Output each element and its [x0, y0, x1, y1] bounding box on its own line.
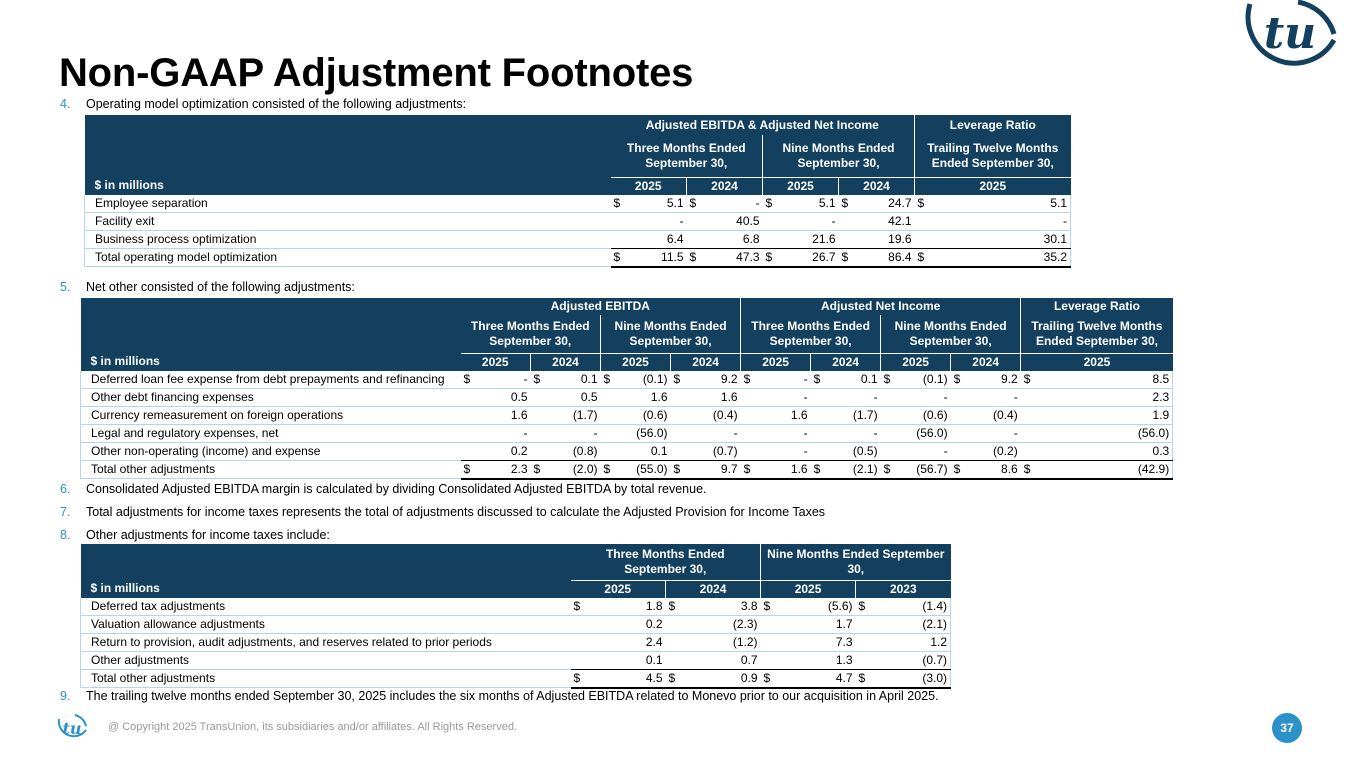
currency-sign: $	[1021, 460, 1037, 479]
table-cell: (0.4)	[687, 406, 741, 424]
currency-sign: $	[763, 195, 781, 213]
currency-sign	[856, 633, 874, 651]
table-header-label: $ in millions	[81, 298, 461, 371]
currency-sign: $	[1021, 371, 1037, 389]
column-group-header: Adjusted Net Income	[741, 298, 1021, 315]
table-cell: (0.1)	[897, 371, 951, 389]
column-group-header: Adjusted EBITDA	[461, 298, 741, 315]
currency-sign: $	[951, 371, 967, 389]
year-header: 2023	[856, 580, 951, 598]
table-cell: (0.5)	[827, 442, 881, 460]
currency-sign	[761, 633, 779, 651]
currency-sign: $	[839, 248, 857, 267]
table-cell: 24.7	[857, 195, 915, 213]
table-cell: 0.1	[547, 371, 601, 389]
page-title: Non-GAAP Adjustment Footnotes	[59, 51, 694, 95]
copyright-text: @ Copyright 2025 TransUnion, its subsidiaries and/or affiliates. All Rights Reserved.	[108, 721, 517, 733]
year-header: 2025	[881, 353, 951, 371]
table-row	[81, 442, 1173, 460]
table-cell: -	[547, 424, 601, 442]
currency-sign: $	[881, 460, 897, 479]
footnote-number: 7.	[60, 505, 71, 519]
table-cell: 86.4	[857, 248, 915, 267]
currency-sign: $	[856, 669, 874, 688]
footnote-number: 8.	[60, 528, 71, 542]
footnote-9	[60, 688, 939, 704]
table-cell: 1.9	[1037, 406, 1173, 424]
footnote-number: 9.	[60, 689, 71, 703]
row-label: Legal and regulatory expenses, net	[81, 424, 461, 442]
currency-sign: $	[761, 598, 779, 616]
table-cell: 0.1	[827, 371, 881, 389]
row-label: Other non-operating (income) and expense	[81, 442, 461, 460]
table-cell: 4.5	[589, 669, 666, 688]
currency-sign	[571, 651, 589, 669]
table-cell: (0.8)	[547, 442, 601, 460]
table-cell: 0.7	[684, 651, 761, 669]
year-header: 2024	[687, 177, 763, 195]
currency-sign: $	[671, 371, 687, 389]
table-cell: -	[897, 388, 951, 406]
year-header: 2024	[951, 353, 1021, 371]
year-header: 2025	[741, 353, 811, 371]
currency-sign	[761, 651, 779, 669]
row-label: Valuation allowance adjustments	[81, 615, 571, 633]
currency-sign	[1021, 406, 1037, 424]
table-row	[81, 669, 951, 688]
year-header: 2024	[666, 580, 761, 598]
table-cell: -	[967, 424, 1021, 442]
currency-sign	[666, 651, 684, 669]
row-label: Total other adjustments	[81, 669, 571, 688]
table-cell: (1.4)	[874, 598, 951, 616]
currency-sign	[839, 212, 857, 230]
table-cell: (56.7)	[897, 460, 951, 479]
currency-sign	[761, 615, 779, 633]
year-header: 2025	[1021, 353, 1173, 371]
currency-sign	[571, 615, 589, 633]
row-label: Other adjustments	[81, 651, 571, 669]
currency-sign	[671, 406, 687, 424]
currency-sign: $	[811, 371, 827, 389]
currency-sign	[741, 388, 757, 406]
table-cell: 2.3	[1037, 388, 1173, 406]
table-cell: (0.6)	[617, 406, 671, 424]
table-cell: 26.7	[781, 248, 839, 267]
table-cell: (2.1)	[827, 460, 881, 479]
column-group-header: Leverage Ratio	[1021, 298, 1173, 315]
table-cell: -	[933, 212, 1071, 230]
footnote-8	[60, 527, 330, 543]
currency-sign	[811, 388, 827, 406]
table-cell: (42.9)	[1037, 460, 1173, 479]
year-header: 2024	[811, 353, 881, 371]
currency-sign	[461, 424, 477, 442]
footnote-text: Other adjustments for income taxes include:	[86, 528, 330, 542]
row-label: Other debt financing expenses	[81, 388, 461, 406]
currency-sign	[531, 424, 547, 442]
footnote-number: 6.	[60, 482, 71, 496]
currency-sign	[915, 212, 933, 230]
currency-sign: $	[915, 195, 933, 213]
column-subheader: Three Months Ended September 30,	[611, 135, 763, 177]
table-cell: 1.6	[477, 406, 531, 424]
table-cell: 1.2	[874, 633, 951, 651]
row-label: Total operating model optimization	[85, 248, 611, 267]
table-cell: 8.5	[1037, 371, 1173, 389]
table-cell: 0.5	[477, 388, 531, 406]
table-cell: -	[687, 424, 741, 442]
table-cell: (55.0)	[617, 460, 671, 479]
currency-sign: $	[687, 248, 705, 267]
table-cell: 9.2	[967, 371, 1021, 389]
table-cell: -	[477, 371, 531, 389]
table-cell: 8.6	[967, 460, 1021, 479]
currency-sign: $	[951, 460, 967, 479]
currency-sign: $	[687, 195, 705, 213]
currency-sign	[1021, 442, 1037, 460]
table-row	[81, 598, 951, 616]
year-header: 2024	[671, 353, 741, 371]
table-cell: (0.6)	[897, 406, 951, 424]
table-row	[85, 195, 1071, 213]
currency-sign	[951, 406, 967, 424]
column-subheader: Nine Months Ended September 30,	[601, 315, 741, 353]
table-cell: 1.8	[589, 598, 666, 616]
operating-model-optimization-table	[84, 115, 1071, 268]
table-cell: 47.3	[705, 248, 763, 267]
table-cell: -	[781, 212, 839, 230]
table-cell: 5.1	[933, 195, 1071, 213]
table-cell: (0.4)	[967, 406, 1021, 424]
table-row	[85, 212, 1071, 230]
currency-sign: $	[461, 371, 477, 389]
footer-logo-text: tu	[62, 719, 82, 738]
table-cell: 1.6	[757, 460, 811, 479]
table-cell: -	[629, 212, 687, 230]
currency-sign	[461, 388, 477, 406]
currency-sign	[951, 388, 967, 406]
footnote-7	[60, 504, 825, 520]
table-cell: (0.7)	[687, 442, 741, 460]
transunion-logo-icon	[1238, 0, 1338, 74]
table-cell: 35.2	[933, 248, 1071, 267]
row-label: Deferred loan fee expense from debt prepayments and refinancing	[81, 371, 461, 389]
table-cell: 1.6	[687, 388, 741, 406]
currency-sign: $	[531, 371, 547, 389]
table-cell: 1.6	[617, 388, 671, 406]
currency-sign	[741, 442, 757, 460]
table-cell: 0.3	[1037, 442, 1173, 460]
table-cell: -	[757, 371, 811, 389]
currency-sign	[531, 406, 547, 424]
currency-sign	[811, 406, 827, 424]
footnote-4	[60, 96, 466, 112]
table-cell: 0.2	[477, 442, 531, 460]
currency-sign	[856, 615, 874, 633]
table-cell: (56.0)	[1037, 424, 1173, 442]
currency-sign	[839, 230, 857, 248]
table-cell: -	[897, 442, 951, 460]
table-cell: -	[757, 388, 811, 406]
table-row	[81, 371, 1173, 389]
table-row	[81, 424, 1173, 442]
currency-sign	[881, 442, 897, 460]
currency-sign: $	[666, 669, 684, 688]
currency-sign: $	[601, 460, 617, 479]
footnote-number: 5.	[60, 280, 71, 294]
currency-sign	[881, 406, 897, 424]
table-cell: (1.7)	[547, 406, 601, 424]
year-header: 2024	[531, 353, 601, 371]
table-cell: 1.7	[779, 615, 856, 633]
currency-sign	[915, 230, 933, 248]
year-header: 2025	[601, 353, 671, 371]
currency-sign: $	[671, 460, 687, 479]
currency-sign	[687, 212, 705, 230]
table-cell: 3.8	[684, 598, 761, 616]
table-cell: 2.4	[589, 633, 666, 651]
table-row	[81, 406, 1173, 424]
currency-sign	[811, 442, 827, 460]
footnote-5	[60, 279, 355, 295]
table-cell: -	[757, 442, 811, 460]
currency-sign	[461, 406, 477, 424]
currency-sign	[763, 212, 781, 230]
row-label: Business process optimization	[85, 230, 611, 248]
table-header-label: $ in millions	[85, 115, 611, 195]
table-cell: 0.1	[617, 442, 671, 460]
table-row	[81, 615, 951, 633]
table-cell: 5.1	[629, 195, 687, 213]
currency-sign: $	[915, 248, 933, 267]
table-header-label: $ in millions	[81, 544, 571, 598]
row-label: Employee separation	[85, 195, 611, 213]
currency-sign	[951, 442, 967, 460]
table-cell: 1.6	[757, 406, 811, 424]
table-cell: (0.7)	[874, 651, 951, 669]
table-cell: 0.5	[547, 388, 601, 406]
footnote-text: The trailing twelve months ended September 30, 2025 includes the six months of Adjusted EBITDA related to Monevo prior to our acquisition in April 2025.	[86, 689, 939, 703]
currency-sign: $	[811, 460, 827, 479]
year-header: 2025	[763, 177, 839, 195]
currency-sign: $	[839, 195, 857, 213]
table-row	[81, 460, 1173, 479]
currency-sign: $	[531, 460, 547, 479]
column-subheader: Nine Months Ended September 30,	[761, 544, 951, 580]
currency-sign	[601, 442, 617, 460]
page-number: 37	[1272, 713, 1302, 743]
currency-sign	[687, 230, 705, 248]
currency-sign: $	[761, 669, 779, 688]
footnote-text: Operating model optimization consisted of the following adjustments:	[86, 97, 467, 111]
currency-sign: $	[666, 598, 684, 616]
currency-sign: $	[763, 248, 781, 267]
table-row	[85, 230, 1071, 248]
table-cell: 1.3	[779, 651, 856, 669]
year-header: 2025	[461, 353, 531, 371]
table-cell: 9.2	[687, 371, 741, 389]
year-header: 2025	[571, 580, 666, 598]
currency-sign	[571, 633, 589, 651]
table-cell: (5.6)	[779, 598, 856, 616]
year-header: 2025	[611, 177, 687, 195]
year-header: 2025	[915, 177, 1071, 195]
column-subheader: Trailing Twelve Months Ended September 30,	[915, 135, 1071, 177]
svg-text:tu: tu	[1263, 8, 1317, 59]
table-row	[81, 633, 951, 651]
currency-sign: $	[601, 371, 617, 389]
currency-sign: $	[741, 460, 757, 479]
table-cell: 0.2	[589, 615, 666, 633]
table-cell: 0.1	[589, 651, 666, 669]
currency-sign	[1021, 388, 1037, 406]
row-label: Total other adjustments	[81, 460, 461, 479]
column-subheader: Three Months Ended September 30,	[461, 315, 601, 353]
column-subheader: Three Months Ended September 30,	[741, 315, 881, 353]
currency-sign: $	[571, 669, 589, 688]
net-other-adjustments-table	[80, 298, 1173, 480]
table-cell: 42.1	[857, 212, 915, 230]
table-cell: -	[757, 424, 811, 442]
table-cell: 30.1	[933, 230, 1071, 248]
table-cell: (0.1)	[617, 371, 671, 389]
currency-sign	[666, 615, 684, 633]
table-cell: 2.3	[477, 460, 531, 479]
table-cell: (2.3)	[684, 615, 761, 633]
column-group-header: Leverage Ratio	[915, 115, 1071, 135]
currency-sign	[601, 406, 617, 424]
table-cell: 4.7	[779, 669, 856, 688]
currency-sign: $	[611, 248, 629, 267]
currency-sign: $	[611, 195, 629, 213]
currency-sign: $	[571, 598, 589, 616]
column-group-header: Adjusted EBITDA & Adjusted Net Income	[611, 115, 915, 135]
currency-sign: $	[881, 371, 897, 389]
row-label: Facility exit	[85, 212, 611, 230]
column-subheader: Trailing Twelve Months Ended September 30,	[1021, 315, 1173, 353]
currency-sign	[666, 633, 684, 651]
table-cell: 11.5	[629, 248, 687, 267]
currency-sign: $	[741, 371, 757, 389]
footnote-6	[60, 481, 707, 497]
table-cell: (0.2)	[967, 442, 1021, 460]
currency-sign	[671, 442, 687, 460]
table-cell: -	[477, 424, 531, 442]
currency-sign	[671, 388, 687, 406]
currency-sign	[611, 212, 629, 230]
footnote-text: Net other consisted of the following adjustments:	[86, 280, 355, 294]
row-label: Return to provision, audit adjustments, and reserves related to prior periods	[81, 633, 571, 651]
table-cell: -	[705, 195, 763, 213]
column-subheader: Nine Months Ended September 30,	[881, 315, 1021, 353]
column-subheader: Three Months Ended September 30,	[571, 544, 761, 580]
table-row	[81, 651, 951, 669]
currency-sign: $	[461, 460, 477, 479]
footnote-number: 4.	[60, 97, 71, 111]
table-row	[85, 248, 1071, 267]
currency-sign	[741, 424, 757, 442]
currency-sign	[951, 424, 967, 442]
transunion-footer-logo-icon	[55, 713, 89, 743]
column-subheader: Nine Months Ended September 30,	[763, 135, 915, 177]
currency-sign	[671, 424, 687, 442]
table-cell: (2.1)	[874, 615, 951, 633]
table-cell: 7.3	[779, 633, 856, 651]
footnote-text: Total adjustments for income taxes represents the total of adjustments discussed to calculate the Adjusted Provision for Income Taxes	[86, 505, 826, 519]
footnote-text: Consolidated Adjusted EBITDA margin is calculated by dividing Consolidated Adjusted EBITDA by total revenue.	[86, 482, 707, 496]
table-cell: 9.7	[687, 460, 741, 479]
currency-sign	[763, 230, 781, 248]
currency-sign	[1021, 424, 1037, 442]
year-header: 2024	[839, 177, 915, 195]
currency-sign	[856, 651, 874, 669]
currency-sign	[601, 424, 617, 442]
currency-sign	[811, 424, 827, 442]
table-cell: (56.0)	[617, 424, 671, 442]
currency-sign	[881, 424, 897, 442]
table-cell: (1.7)	[827, 406, 881, 424]
table-cell: -	[967, 388, 1021, 406]
table-cell: 21.6	[781, 230, 839, 248]
year-header: 2025	[761, 580, 856, 598]
table-row	[81, 388, 1173, 406]
currency-sign	[531, 388, 547, 406]
table-cell: 0.9	[684, 669, 761, 688]
table-cell: -	[827, 388, 881, 406]
currency-sign	[601, 388, 617, 406]
table-cell: (2.0)	[547, 460, 601, 479]
currency-sign	[881, 388, 897, 406]
row-label: Deferred tax adjustments	[81, 598, 571, 616]
currency-sign	[531, 442, 547, 460]
table-cell: 5.1	[781, 195, 839, 213]
table-cell: 19.6	[857, 230, 915, 248]
currency-sign	[611, 230, 629, 248]
currency-sign	[461, 442, 477, 460]
table-cell: (56.0)	[897, 424, 951, 442]
table-cell: 6.8	[705, 230, 763, 248]
table-cell: 40.5	[705, 212, 763, 230]
currency-sign	[741, 406, 757, 424]
table-cell: 6.4	[629, 230, 687, 248]
table-cell: (3.0)	[874, 669, 951, 688]
currency-sign: $	[856, 598, 874, 616]
table-cell: -	[827, 424, 881, 442]
income-tax-adjustments-table	[80, 544, 951, 689]
row-label: Currency remeasurement on foreign operations	[81, 406, 461, 424]
table-cell: (1.2)	[684, 633, 761, 651]
